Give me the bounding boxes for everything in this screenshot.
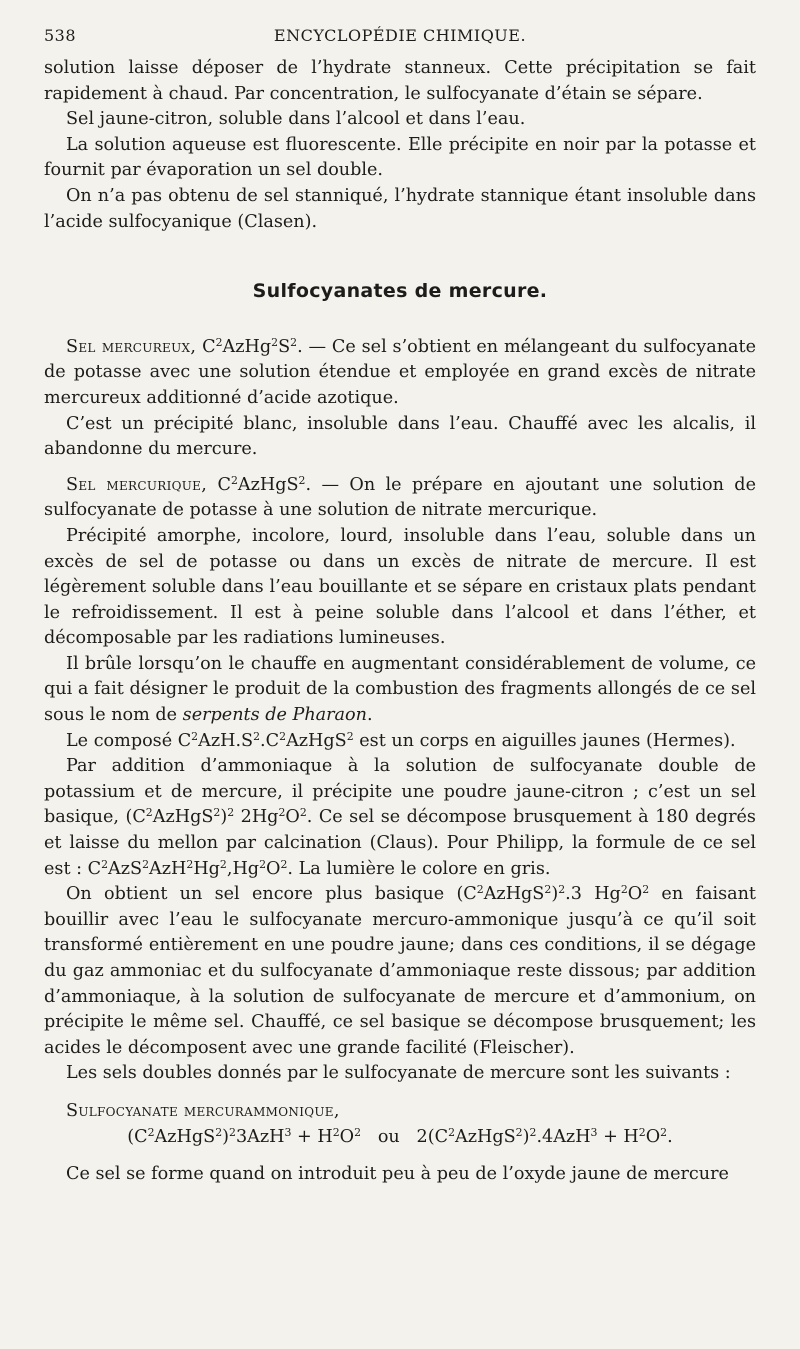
paragraph-compose: Le composé $C^2AzH.S^2.C^2AzHgS^2$ est un corps en aiguilles jaunes (Hermes). xyxy=(66,729,736,751)
label-sel-mercurique: Sel mercurique, xyxy=(66,474,208,495)
paragraph-precipite-amorphe: Précipité amorphe, incolore, lourd, insoluble dans l’eau, soluble dans un excès de sel de potasse ou dans un excès de nitrate de mercure. Il est légèrement soluble dans l’eau bouillante et se sépare en cristaux plats pendant le refroidissement. Il est à peine soluble dans l’alcool et dans l’éther, et décomposable par les radiations lumineuses. xyxy=(44,525,756,649)
paragraph-sel-jaune: Sel jaune-citron, soluble dans l’alcool et dans l’eau. xyxy=(66,109,526,130)
paragraph-stanneux: solution laisse déposer de l’hydrate stanneux. Cette précipitation se fait rapidement à chaud. Par concentration, le sulfocyanate d’étain se sépare. xyxy=(44,58,756,104)
section-title: Sulfocyanates de mercure. xyxy=(252,280,548,303)
paragraph-fluorescente: La solution aqueuse est fluorescente. Elle précipite en noir par la potasse et fournit par évaporation un sel double. xyxy=(44,134,756,181)
paragraph-brule: Il brûle lorsqu’on le chauffe en augmentant considérablement de volume, ce qui a fait désigner le produit de la combustion des fragments allongés de ce sel sous le nom de serpents de Pharaon. xyxy=(44,653,756,726)
label-mercurammonique: Sulfocyanate mercurammonique, xyxy=(66,1100,340,1121)
paragraph-stannique: On n’a pas obtenu de sel stanniqué, l’hydrate stannique étant insoluble dans l’acide sulfocyanique (Clasen). xyxy=(44,185,756,232)
page-body xyxy=(44,56,756,1188)
paragraph-oxyde-jaune: Ce sel se forme quand on introduit peu à peu de l’oxyde jaune de mercure xyxy=(66,1164,729,1185)
paragraph-sels-doubles: Les sels doubles donnés par le sulfocyanate de mercure sont les suivants : xyxy=(66,1063,731,1084)
paragraph-sel-mercurique: Sel mercurique, $C^2AzHgS^2$. — On le prépare en ajoutant une solution de sulfocyanate de potasse à une solution de nitrate mercurique. xyxy=(44,473,756,521)
page-number: 538 xyxy=(44,26,77,45)
formula-mercurammonique: $(C^2AzHgS^2)^23AzH^3 + H^2O^2$ ou $2(C^2AzHgS^2)^2.4AzH^3 + H^2O^2$. xyxy=(127,1125,673,1147)
label-sel-mercureux: Sel mercureux, xyxy=(66,336,197,357)
paragraph-sel-mercureux: Sel mercureux, $C^2AzHg^2S^2$. — Ce sel s’obtient en mélangeant du sulfocyanate de potasse avec une solution étendue et employée en grand excès de nitrate mercureux additionné d’acide azotique. xyxy=(44,335,757,408)
serpents-de-pharaon: serpents de Pharaon xyxy=(182,705,367,726)
paragraph-precipite-blanc: C’est un précipité blanc, insoluble dans l’eau. Chauffé avec les alcalis, il abandonne du mercure. xyxy=(44,413,756,460)
running-title: ENCYCLOPÉDIE CHIMIQUE. xyxy=(273,26,527,45)
formula-mercurique: $C^2AzHgS^2$ xyxy=(217,473,306,495)
paragraph-ammoniaque: Par addition d’ammoniaque à la solution de sulfocyanate double de potassium et de mercure, il précipite une poudre jaune-citron ; c’est un sel basique, $(C^2AzHgS^2)^2$ $2Hg^2O^2$. Ce sel se décompose brusquement à 180 degrés et laisse du mellon par calcination (Claus). Pour Philipp, la formule de ce sel est : $C^2AzS^2AzH^2Hg^2,Hg^2O^2$. La lumière le colore en gris. xyxy=(44,756,756,879)
paragraph-sel-basique: On obtient un sel encore plus basique $(C^2AzHgS^2)^2.3$ $Hg^2O^2$ en faisant bouillir avec l’eau le sulfocyanate mercuro-ammonique jusqu’à ce qu’il soit transformé entièrement en une poudre jaune; dans ces conditions, il se dégage du gaz ammoniac et du sulfocyanate d’ammoniaque reste dissous; par addition d’ammoniaque, à la solution de sulfocyanate de mercure et d’ammonium, on précipite le même sel. Chauffé, ce sel basique se décompose brusquement; les acides le décomposent avec une grande facilité (Fleischer). xyxy=(44,883,756,1058)
formula-mercureux: $C^2AzHg^2S^2$ xyxy=(202,335,298,357)
running-header xyxy=(44,26,756,50)
